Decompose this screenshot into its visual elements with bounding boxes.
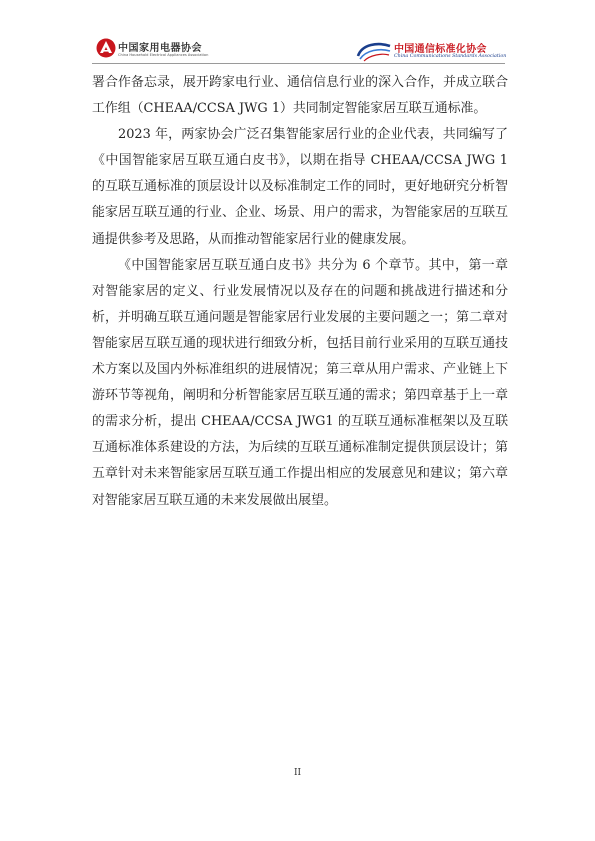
ccsa-logo [356, 40, 506, 64]
page-number: II [293, 768, 302, 778]
ccsa-name-cn: 中国通信标准化协会 [394, 44, 487, 55]
paragraph-2: 2023 年，两家协会广泛召集智能家居行业的企业代表，共同编写了《中国智能家居互联互通白皮书》，以期在指导 CHEAA/CCSA JWG 1 的互联互通标准的顶层设计以及标准制定工作的同时，更好地研究分析智能家居互联互通的行业、企业、场景、用户的需求，为智能家居的互联互通提供参考及思路，从而推动智能家居行业的健康发展。 [92, 127, 508, 247]
ccsa-name-en: China Communications Standards Association [394, 54, 507, 59]
cheaa-emblem-icon [96, 38, 116, 58]
cheaa-name-en: China Household Electrical Appliances Association [118, 53, 209, 57]
body-text [92, 70, 508, 514]
cheaa-logo [96, 38, 226, 62]
header-divider [92, 63, 505, 64]
cheaa-name-cn: 中国家用电器协会 [118, 43, 202, 54]
ccsa-emblem-icon [356, 40, 392, 62]
paragraph-1: 署合作备忘录，展开跨家电行业、通信信息行业的深入合作，并成立联合工作组（CHEAA/CCSA JWG 1）共同制定智能家居互联互通标准。 [92, 75, 508, 117]
page-header [0, 0, 595, 70]
paragraph-3: 《中国智能家居互联互通白皮书》共分为 6 个章节。其中，第一章对智能家居的定义、行业发展情况以及存在的问题和挑战进行描述和分析，并明确互联互通问题是智能家居行业发展的主要问题之一；第二章对智能家居互联互通的现状进行细致分析，包括目前行业采用的互联互通技术方案以及国内外标准组织的进展情况；第三章从用户需求、产业链上下游环节等视角，阐明和分析智能家居互联互通的需求；第四章基于上一章的需求分析，提出 CHEAA/CCSA JWG1 的互联互通标准框架以及互联互通标准体系建设的方法，为后续的互联互通标准制定提供顶层设计；第五章针对未来智能家居互联互通工作提出相应的发展意见和建议；第六章对智能家居互联互通的未来发展做出展望。 [92, 257, 508, 508]
